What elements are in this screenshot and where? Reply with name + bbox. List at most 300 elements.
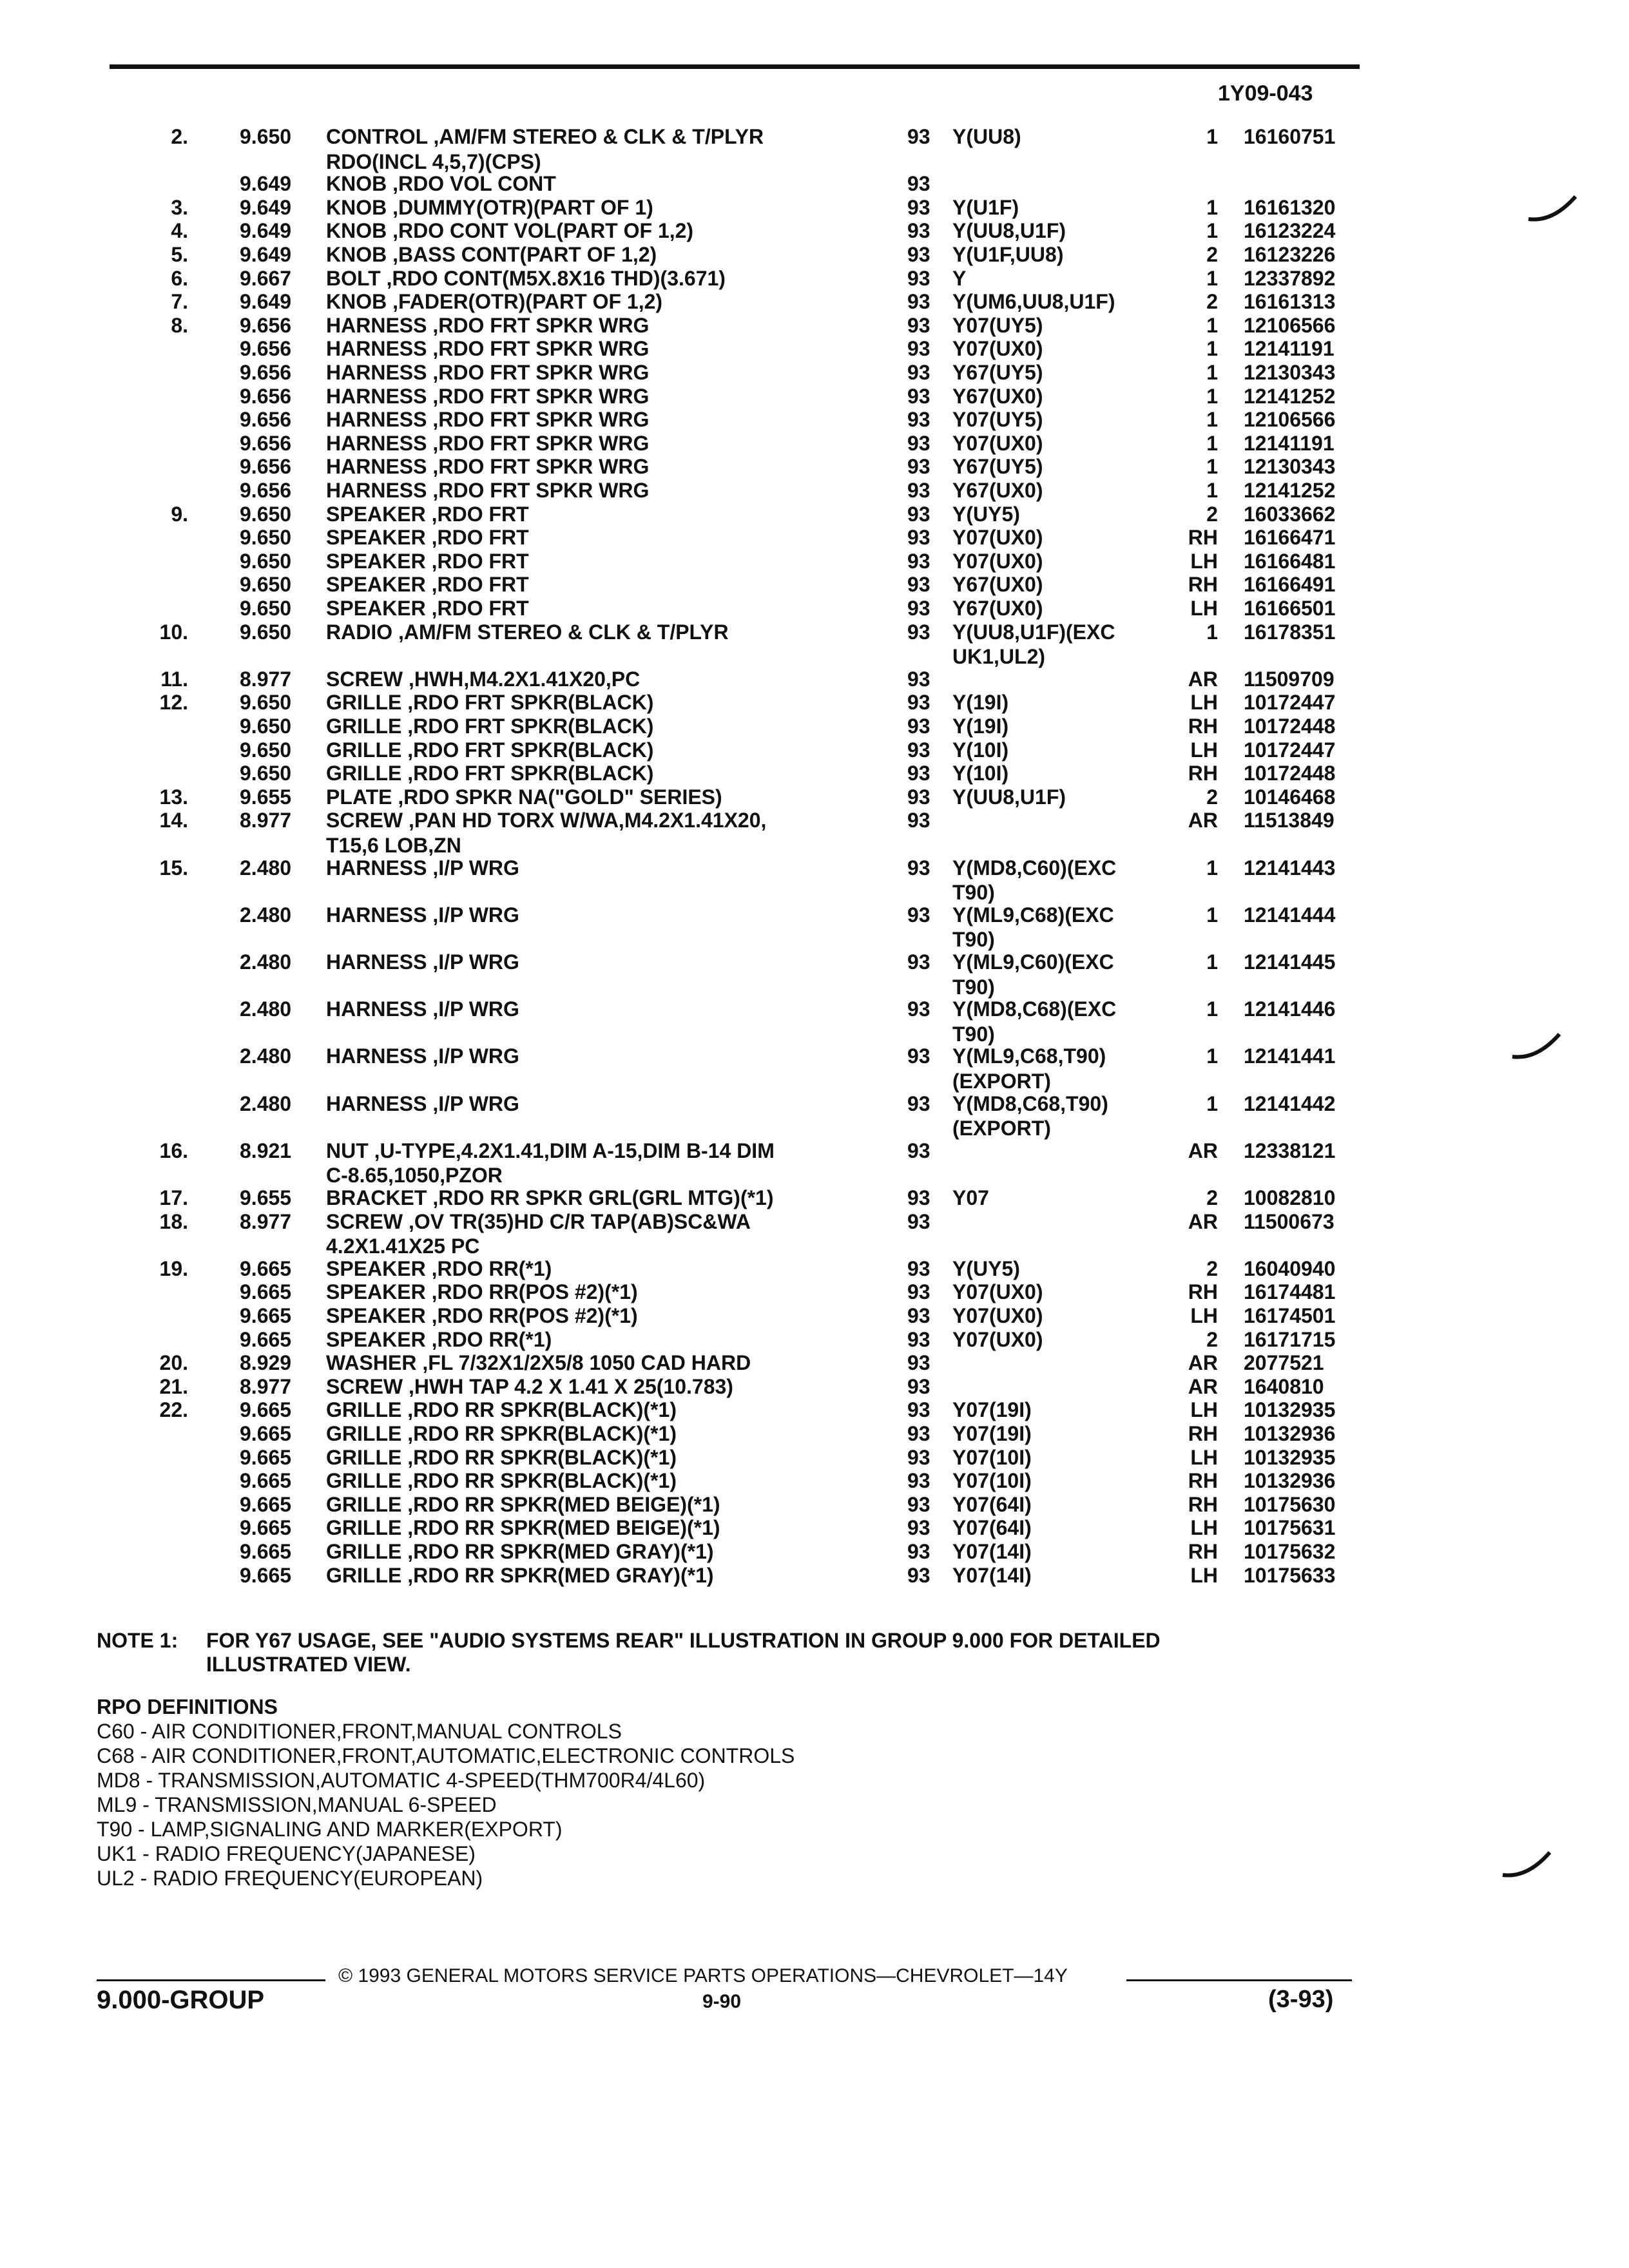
quantity: LH <box>1190 1516 1218 1539</box>
quantity: AR <box>1188 1210 1218 1233</box>
part-description: KNOB ,DUMMY(OTR)(PART OF 1) <box>326 196 653 219</box>
part-number: 10175633 <box>1244 1564 1336 1587</box>
quantity: AR <box>1188 1351 1218 1374</box>
model-year: 93 <box>907 997 930 1021</box>
part-number: 2077521 <box>1244 1351 1324 1374</box>
usage-code: Y07(UX0) <box>952 1280 1043 1303</box>
usage-code: Y(MD8,C60)(EXC <box>952 856 1117 879</box>
usage-code: Y07(UX0) <box>952 432 1043 455</box>
part-number: 16166501 <box>1244 597 1336 620</box>
rpo-item: C68 - AIR CONDITIONER,FRONT,AUTOMATIC,ELECTRONIC CONTROLS <box>97 1744 795 1767</box>
part-description: GRILLE ,RDO FRT SPKR(BLACK) <box>326 738 654 762</box>
model-year: 93 <box>907 267 930 290</box>
group-number: 9.656 <box>240 432 292 455</box>
item-ref: 5. <box>171 243 188 266</box>
part-description: HARNESS ,I/P WRG <box>326 950 519 974</box>
model-year: 93 <box>907 1516 930 1539</box>
quantity: 2 <box>1206 290 1218 313</box>
quantity: LH <box>1190 691 1218 714</box>
usage-code: Y07(14I) <box>952 1540 1032 1563</box>
model-year: 93 <box>907 337 930 360</box>
model-year: 93 <box>907 314 930 337</box>
document-id: 1Y09-043 <box>1218 81 1313 106</box>
part-number: 12130343 <box>1244 455 1336 478</box>
part-description: HARNESS ,RDO FRT SPKR WRG <box>326 432 650 455</box>
group-number: 2.480 <box>240 997 292 1021</box>
quantity: 1 <box>1206 950 1218 974</box>
part-description: BOLT ,RDO CONT(M5X.8X16 THD)(3.671) <box>326 267 726 290</box>
quantity: 1 <box>1206 408 1218 431</box>
rpo-title: RPO DEFINITIONS <box>97 1695 278 1718</box>
model-year: 93 <box>907 503 930 526</box>
footer-rule-right <box>1126 1979 1352 1981</box>
part-description: CONTROL ,AM/FM STEREO & CLK & T/PLYR <box>326 125 764 148</box>
usage-code: Y(ML9,C60)(EXC <box>952 950 1114 974</box>
part-number: 12106566 <box>1244 314 1336 337</box>
quantity: 1 <box>1206 125 1218 148</box>
group-number: 9.650 <box>240 550 292 573</box>
quantity: LH <box>1190 1446 1218 1469</box>
part-number: 12141441 <box>1244 1044 1336 1068</box>
part-description: SCREW ,HWH,M4.2X1.41X20,PC <box>326 668 641 691</box>
part-description: PLATE ,RDO SPKR NA("GOLD" SERIES) <box>326 785 722 809</box>
usage-code-continued: T90) <box>952 881 995 904</box>
item-ref: 11. <box>160 668 188 691</box>
part-description: NUT ,U-TYPE,4.2X1.41,DIM A-15,DIM B-14 DIM <box>326 1139 775 1162</box>
part-description: HARNESS ,I/P WRG <box>326 1092 519 1115</box>
part-number: 10082810 <box>1244 1186 1336 1209</box>
part-description: SPEAKER ,RDO FRT <box>326 503 529 526</box>
margin-check-mark <box>1501 1849 1553 1881</box>
model-year: 93 <box>907 903 930 927</box>
group-number: 9.650 <box>240 762 292 785</box>
part-number: 10132936 <box>1244 1469 1336 1492</box>
quantity: AR <box>1188 809 1218 832</box>
quantity: 1 <box>1206 1044 1218 1068</box>
part-number: 16178351 <box>1244 620 1336 644</box>
part-number: 12141446 <box>1244 997 1336 1021</box>
quantity: 1 <box>1206 856 1218 879</box>
part-description: SCREW ,PAN HD TORX W/WA,M4.2X1.41X20, <box>326 809 767 832</box>
usage-code: Y67(UX0) <box>952 479 1043 502</box>
part-description: HARNESS ,RDO FRT SPKR WRG <box>326 455 650 478</box>
usage-code-continued: T90) <box>952 975 995 999</box>
item-ref: 12. <box>159 691 188 714</box>
part-description-continued: 4.2X1.41X25 PC <box>326 1235 480 1258</box>
part-number: 16171715 <box>1244 1328 1336 1351</box>
model-year: 93 <box>907 385 930 408</box>
group-number: 8.929 <box>240 1351 292 1374</box>
model-year: 93 <box>907 1375 930 1398</box>
part-number: 12141443 <box>1244 856 1336 879</box>
part-description: SPEAKER ,RDO FRT <box>326 597 529 620</box>
group-number: 9.665 <box>240 1540 292 1563</box>
usage-code: Y(10I) <box>952 738 1009 762</box>
usage-code: Y07(UX0) <box>952 550 1043 573</box>
part-description: GRILLE ,RDO FRT SPKR(BLACK) <box>326 691 654 714</box>
part-description: KNOB ,RDO CONT VOL(PART OF 1,2) <box>326 219 694 242</box>
item-ref: 15. <box>159 856 188 879</box>
usage-code: Y(U1F) <box>952 196 1019 219</box>
usage-code: Y(10I) <box>952 762 1009 785</box>
model-year: 93 <box>907 550 930 573</box>
part-description: HARNESS ,RDO FRT SPKR WRG <box>326 314 650 337</box>
part-number: 10172447 <box>1244 691 1336 714</box>
model-year: 93 <box>907 1564 930 1587</box>
item-ref: 2. <box>171 125 188 148</box>
part-number: 16033662 <box>1244 503 1336 526</box>
part-description: SCREW ,HWH TAP 4.2 X 1.41 X 25(10.783) <box>326 1375 733 1398</box>
quantity: LH <box>1190 597 1218 620</box>
quantity: 1 <box>1206 196 1218 219</box>
group-number: 8.921 <box>240 1139 292 1162</box>
quantity: 2 <box>1206 1257 1218 1280</box>
part-number: 11513849 <box>1244 809 1335 832</box>
part-number: 1640810 <box>1244 1375 1324 1398</box>
item-ref: 4. <box>171 219 188 242</box>
item-ref: 17. <box>159 1186 188 1209</box>
usage-code: Y07(14I) <box>952 1564 1032 1587</box>
part-description: GRILLE ,RDO FRT SPKR(BLACK) <box>326 715 654 738</box>
part-number: 16161313 <box>1244 290 1336 313</box>
usage-code-continued: (EXPORT) <box>952 1070 1051 1093</box>
part-description: SPEAKER ,RDO RR(*1) <box>326 1257 552 1280</box>
rpo-definitions <box>97 1695 795 1890</box>
part-description: KNOB ,BASS CONT(PART OF 1,2) <box>326 243 657 266</box>
group-number: 8.977 <box>240 1210 292 1233</box>
model-year: 93 <box>907 573 930 596</box>
quantity: 1 <box>1206 267 1218 290</box>
model-year: 93 <box>907 1422 930 1445</box>
model-year: 93 <box>907 856 930 879</box>
quantity: RH <box>1188 1493 1218 1516</box>
footer-rule-left <box>97 1979 325 1981</box>
usage-code-continued: T90) <box>952 1023 995 1046</box>
note-label: NOTE 1: <box>97 1629 178 1652</box>
part-description-continued: RDO(INCL 4,5,7)(CPS) <box>326 150 541 173</box>
page-number: 9-90 <box>702 1991 742 2012</box>
group-number: 2.480 <box>240 903 292 927</box>
part-description: HARNESS ,I/P WRG <box>326 997 519 1021</box>
model-year: 93 <box>907 1540 930 1563</box>
group-number: 9.649 <box>240 243 292 266</box>
quantity: RH <box>1188 573 1218 596</box>
usage-code: Y(UU8,U1F)(EXC <box>952 620 1115 644</box>
model-year: 93 <box>907 479 930 502</box>
usage-code: Y07(UX0) <box>952 1304 1043 1327</box>
group-number: 9.650 <box>240 573 292 596</box>
quantity: RH <box>1188 1469 1218 1492</box>
part-number: 16166481 <box>1244 550 1336 573</box>
item-ref: 13. <box>159 785 188 809</box>
group-number: 9.665 <box>240 1446 292 1469</box>
group-number: 9.650 <box>240 503 292 526</box>
usage-code: Y07(UX0) <box>952 337 1043 360</box>
usage-code: Y(U1F,UU8) <box>952 243 1064 266</box>
model-year: 93 <box>907 1469 930 1492</box>
group-number: 9.649 <box>240 290 292 313</box>
part-description: SCREW ,OV TR(35)HD C/R TAP(AB)SC&WA <box>326 1210 751 1233</box>
group-number: 9.655 <box>240 785 292 809</box>
model-year: 93 <box>907 950 930 974</box>
item-ref: 8. <box>171 314 188 337</box>
quantity: AR <box>1188 668 1218 691</box>
usage-code: Y67(UY5) <box>952 361 1043 384</box>
model-year: 93 <box>907 668 930 691</box>
rpo-item: T90 - LAMP,SIGNALING AND MARKER(EXPORT) <box>97 1818 563 1841</box>
quantity: LH <box>1190 738 1218 762</box>
quantity: LH <box>1190 1564 1218 1587</box>
group-label: 9.000-GROUP <box>97 1986 265 2014</box>
quantity: LH <box>1190 1398 1218 1421</box>
quantity: 1 <box>1206 1092 1218 1115</box>
model-year: 93 <box>907 1328 930 1351</box>
part-description: SPEAKER ,RDO RR(POS #2)(*1) <box>326 1304 638 1327</box>
part-number: 12141444 <box>1244 903 1336 927</box>
part-description: HARNESS ,RDO FRT SPKR WRG <box>326 385 650 408</box>
usage-code-continued: (EXPORT) <box>952 1117 1051 1140</box>
part-description: SPEAKER ,RDO FRT <box>326 550 529 573</box>
model-year: 93 <box>907 715 930 738</box>
part-number: 16174501 <box>1244 1304 1336 1327</box>
usage-code-continued: T90) <box>952 928 995 951</box>
part-description: GRILLE ,RDO RR SPKR(BLACK)(*1) <box>326 1398 677 1421</box>
model-year: 93 <box>907 597 930 620</box>
group-number: 9.665 <box>240 1280 292 1303</box>
item-ref: 18. <box>159 1210 188 1233</box>
usage-code: Y07(10I) <box>952 1469 1032 1492</box>
model-year: 93 <box>907 1280 930 1303</box>
part-number: 16174481 <box>1244 1280 1336 1303</box>
usage-code: Y07(64I) <box>952 1493 1032 1516</box>
group-number: 9.650 <box>240 620 292 644</box>
quantity: LH <box>1190 1304 1218 1327</box>
model-year: 93 <box>907 125 930 148</box>
usage-code: Y07(19I) <box>952 1422 1032 1445</box>
part-description: HARNESS ,I/P WRG <box>326 1044 519 1068</box>
group-number: 9.656 <box>240 337 292 360</box>
group-number: 9.656 <box>240 455 292 478</box>
group-number: 9.650 <box>240 738 292 762</box>
group-number: 9.665 <box>240 1469 292 1492</box>
group-number: 9.656 <box>240 479 292 502</box>
usage-code: Y07 <box>952 1186 989 1209</box>
usage-code: Y07(64I) <box>952 1516 1032 1539</box>
part-number: 10172448 <box>1244 715 1336 738</box>
quantity: 1 <box>1206 997 1218 1021</box>
item-ref: 3. <box>171 196 188 219</box>
quantity: LH <box>1190 550 1218 573</box>
model-year: 93 <box>907 172 930 195</box>
group-number: 9.667 <box>240 267 292 290</box>
model-year: 93 <box>907 1493 930 1516</box>
part-number: 10146468 <box>1244 785 1336 809</box>
usage-code: Y(MD8,C68)(EXC <box>952 997 1117 1021</box>
part-number: 16161320 <box>1244 196 1336 219</box>
usage-code: Y67(UX0) <box>952 597 1043 620</box>
usage-code: Y(UU8,U1F) <box>952 219 1066 242</box>
model-year: 93 <box>907 1398 930 1421</box>
part-number: 10175631 <box>1244 1516 1336 1539</box>
group-number: 9.650 <box>240 715 292 738</box>
usage-code: Y(UY5) <box>952 1257 1020 1280</box>
group-number: 9.656 <box>240 408 292 431</box>
quantity: AR <box>1188 1375 1218 1398</box>
revision-date: (3-93) <box>1268 1986 1334 2013</box>
part-description: GRILLE ,RDO RR SPKR(BLACK)(*1) <box>326 1469 677 1492</box>
group-number: 9.665 <box>240 1398 292 1421</box>
usage-code: Y(ML9,C68,T90) <box>952 1044 1106 1068</box>
part-description: SPEAKER ,RDO RR(*1) <box>326 1328 552 1351</box>
usage-code: Y <box>952 267 967 290</box>
item-ref: 9. <box>171 503 188 526</box>
item-ref: 10. <box>159 620 188 644</box>
part-number: 12141442 <box>1244 1092 1336 1115</box>
group-number: 9.649 <box>240 219 292 242</box>
part-description: HARNESS ,I/P WRG <box>326 856 519 879</box>
group-number: 9.656 <box>240 314 292 337</box>
quantity: 1 <box>1206 432 1218 455</box>
usage-code: Y(19I) <box>952 691 1009 714</box>
part-number: 10175632 <box>1244 1540 1336 1563</box>
model-year: 93 <box>907 1139 930 1162</box>
quantity: 1 <box>1206 455 1218 478</box>
model-year: 93 <box>907 219 930 242</box>
usage-code: Y07(UX0) <box>952 1328 1043 1351</box>
model-year: 93 <box>907 290 930 313</box>
copyright-notice: © 1993 GENERAL MOTORS SERVICE PARTS OPERATIONS—CHEVROLET—14Y <box>338 1965 1068 1986</box>
rpo-item: C60 - AIR CONDITIONER,FRONT,MANUAL CONTROLS <box>97 1720 622 1743</box>
quantity: RH <box>1188 1280 1218 1303</box>
quantity: 1 <box>1206 479 1218 502</box>
quantity: 1 <box>1206 314 1218 337</box>
quantity: RH <box>1188 1540 1218 1563</box>
part-description: KNOB ,RDO VOL CONT <box>326 172 556 195</box>
group-number: 2.480 <box>240 950 292 974</box>
part-description: RADIO ,AM/FM STEREO & CLK & T/PLYR <box>326 620 729 644</box>
part-number: 12106566 <box>1244 408 1336 431</box>
quantity: RH <box>1188 762 1218 785</box>
group-number: 9.665 <box>240 1304 292 1327</box>
group-number: 9.650 <box>240 125 292 148</box>
quantity: 2 <box>1206 1186 1218 1209</box>
item-ref: 14. <box>159 809 188 832</box>
margin-check-mark <box>1527 193 1579 226</box>
part-number: 16123224 <box>1244 219 1336 242</box>
group-number: 9.650 <box>240 597 292 620</box>
usage-code: Y(UU8) <box>952 125 1021 148</box>
margin-check-mark <box>1511 1031 1563 1063</box>
note-text-continued: ILLUSTRATED VIEW. <box>206 1653 411 1676</box>
model-year: 93 <box>907 1257 930 1280</box>
part-number: 16123226 <box>1244 243 1336 266</box>
rpo-item: UK1 - RADIO FREQUENCY(JAPANESE) <box>97 1842 476 1865</box>
model-year: 93 <box>907 620 930 644</box>
model-year: 93 <box>907 1044 930 1068</box>
part-description: HARNESS ,I/P WRG <box>326 903 519 927</box>
group-number: 8.977 <box>240 809 292 832</box>
model-year: 93 <box>907 408 930 431</box>
item-ref: 21. <box>159 1375 188 1398</box>
usage-code: Y07(10I) <box>952 1446 1032 1469</box>
group-number: 9.656 <box>240 361 292 384</box>
usage-code: Y07(UY5) <box>952 314 1043 337</box>
item-ref: 20. <box>159 1351 188 1374</box>
model-year: 93 <box>907 361 930 384</box>
quantity: RH <box>1188 526 1218 549</box>
group-number: 9.650 <box>240 526 292 549</box>
part-number: 12141252 <box>1244 479 1336 502</box>
part-number: 11509709 <box>1244 668 1335 691</box>
quantity: 1 <box>1206 361 1218 384</box>
rpo-item: ML9 - TRANSMISSION,MANUAL 6-SPEED <box>97 1793 497 1816</box>
note-1 <box>97 1629 1161 1652</box>
part-number: 10132935 <box>1244 1446 1336 1469</box>
group-number: 9.656 <box>240 385 292 408</box>
group-number: 9.655 <box>240 1186 292 1209</box>
usage-code: Y(UU8,U1F) <box>952 785 1066 809</box>
note-text: FOR Y67 USAGE, SEE "AUDIO SYSTEMS REAR" ILLUSTRATION IN GROUP 9.000 FOR DETAILED <box>206 1629 1161 1652</box>
part-number: 12338121 <box>1244 1139 1336 1162</box>
part-description: WASHER ,FL 7/32X1/2X5/8 1050 CAD HARD <box>326 1351 751 1374</box>
item-ref: 16. <box>159 1139 188 1162</box>
part-number: 11500673 <box>1244 1210 1335 1233</box>
quantity: 1 <box>1206 219 1218 242</box>
usage-code: Y07(19I) <box>952 1398 1032 1421</box>
part-description: HARNESS ,RDO FRT SPKR WRG <box>326 479 650 502</box>
part-description: SPEAKER ,RDO RR(POS #2)(*1) <box>326 1280 638 1303</box>
quantity: 1 <box>1206 620 1218 644</box>
model-year: 93 <box>907 809 930 832</box>
part-description: GRILLE ,RDO FRT SPKR(BLACK) <box>326 762 654 785</box>
usage-code: Y07(UX0) <box>952 526 1043 549</box>
part-description: GRILLE ,RDO RR SPKR(MED BEIGE)(*1) <box>326 1493 720 1516</box>
rpo-item: UL2 - RADIO FREQUENCY(EUROPEAN) <box>97 1867 483 1890</box>
quantity: RH <box>1188 1422 1218 1445</box>
quantity: 1 <box>1206 385 1218 408</box>
model-year: 93 <box>907 1210 930 1233</box>
part-description-continued: T15,6 LOB,ZN <box>326 834 461 857</box>
model-year: 93 <box>907 738 930 762</box>
part-number: 16040940 <box>1244 1257 1336 1280</box>
group-number: 2.480 <box>240 1092 292 1115</box>
group-number: 9.665 <box>240 1422 292 1445</box>
group-number: 2.480 <box>240 1044 292 1068</box>
part-number: 12130343 <box>1244 361 1336 384</box>
group-number: 9.665 <box>240 1493 292 1516</box>
part-number: 16160751 <box>1244 125 1336 148</box>
part-number: 10175630 <box>1244 1493 1336 1516</box>
group-number: 9.650 <box>240 691 292 714</box>
quantity: 1 <box>1206 337 1218 360</box>
part-number: 10172448 <box>1244 762 1336 785</box>
part-description: BRACKET ,RDO RR SPKR GRL(GRL MTG)(*1) <box>326 1186 774 1209</box>
part-number: 12141445 <box>1244 950 1336 974</box>
part-description: GRILLE ,RDO RR SPKR(MED GRAY)(*1) <box>326 1540 714 1563</box>
part-description: GRILLE ,RDO RR SPKR(MED GRAY)(*1) <box>326 1564 714 1587</box>
part-description: HARNESS ,RDO FRT SPKR WRG <box>326 408 650 431</box>
model-year: 93 <box>907 1351 930 1374</box>
model-year: 93 <box>907 762 930 785</box>
part-number: 12141191 <box>1244 432 1335 455</box>
model-year: 93 <box>907 1092 930 1115</box>
part-number: 10132936 <box>1244 1422 1336 1445</box>
quantity: RH <box>1188 715 1218 738</box>
model-year: 93 <box>907 1186 930 1209</box>
model-year: 93 <box>907 526 930 549</box>
part-number: 16166491 <box>1244 573 1336 596</box>
group-number: 9.665 <box>240 1328 292 1351</box>
